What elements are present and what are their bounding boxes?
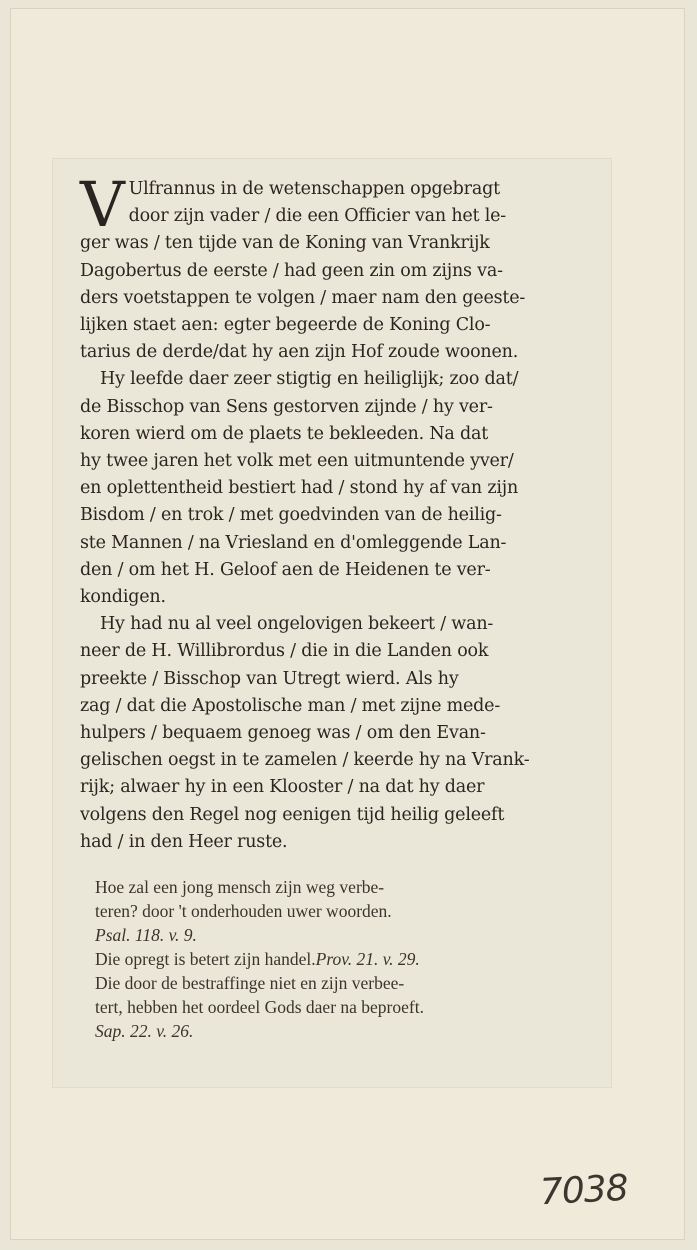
scripture-line: tert, hebben het oordeel Gods daer na beproeft. <box>95 997 424 1017</box>
text-line: Ulfrannus in de wetenschappen opgebragt <box>128 179 500 199</box>
text-line: rijk; alwaer hy in een Klooster / na dat hy daer <box>80 777 485 798</box>
scripture-line: teren? door 't onderhouden uwer woorden. <box>95 901 392 921</box>
text-line: ger was / ten tijde van de Koning van Vrankrijk <box>80 233 490 254</box>
text-line: koren wierd om de plaets te bekleeden. Na dat <box>80 423 489 444</box>
paragraph-1 <box>80 168 590 366</box>
scripture-line: Die door de bestraffinge niet en zijn verbee- <box>95 973 405 993</box>
scripture-quotes <box>95 875 575 1043</box>
paragraph-2 <box>80 366 590 611</box>
text-line: de Bisschop van Sens gestorven zijnde / hy ver- <box>80 396 493 417</box>
scripture-text: Die opregt is betert zijn handel. <box>95 949 316 969</box>
scripture-line <box>95 947 575 971</box>
text-line: lijken staet aen: egter begeerde de Koning Clo- <box>80 315 491 336</box>
text-line: Dagobertus de eerste / had geen zin om zijns va- <box>80 260 503 281</box>
text-line: door zijn vader / die een Officier van het le- <box>128 206 507 227</box>
scripture-ref-text: Psal. 118. v. 9. <box>95 925 197 945</box>
text-line: Bisdom / en trok / met goedvinden van de heilig- <box>80 505 502 526</box>
text-line: hy twee jaren het volk met een uitmuntende yver/ <box>80 451 514 472</box>
handwritten-inventory-number: 7038 <box>538 1167 629 1214</box>
text-line: tarius de derde/dat hy aen zijn Hof zoude woonen. <box>80 342 519 363</box>
text-line: hulpers / bequaem genoeg was / om den Evan- <box>80 723 486 744</box>
text-line: den / om het H. Geloof aen de Heidenen te ver- <box>80 559 491 580</box>
text-line: zag / dat die Apostolische man / met zijne mede- <box>80 695 501 716</box>
text-line: kondigen. <box>80 587 166 608</box>
scripture-ref-text: Prov. 21. v. 29. <box>315 949 420 969</box>
text-line: gelischen oegst in te zamelen / keerde hy na Vrank- <box>80 750 530 771</box>
text-line: had / in den Heer ruste. <box>80 831 288 852</box>
main-text <box>80 168 590 856</box>
dropcap: V <box>80 168 125 241</box>
scripture-line: Hoe zal een jong mensch zijn weg verbe- <box>95 877 385 897</box>
text-line: Hy leefde daer zeer stigtig en heiliglijk; zoo dat/ <box>100 369 519 390</box>
scripture-reference <box>95 1019 575 1043</box>
text-line: volgens den Regel nog eenigen tijd heilig geleeft <box>80 804 505 825</box>
text-line: en oplettentheid bestiert had / stond hy af van zijn <box>80 478 519 499</box>
text-line: ders voetstappen te volgen / maer nam den geeste- <box>80 287 526 308</box>
text-line: preekte / Bisschop van Utregt wierd. Als hy <box>80 668 459 689</box>
paragraph-3 <box>80 611 590 856</box>
text-line: neer de H. Willibrordus / die in die Landen ook <box>80 641 489 662</box>
text-line: ste Mannen / na Vriesland en d'omleggende Lan- <box>80 532 507 553</box>
text-line: Hy had nu al veel ongelovigen bekeert / wan- <box>100 614 494 635</box>
scripture-ref-text: Sap. 22. v. 26. <box>95 1021 194 1041</box>
scripture-reference <box>95 923 575 947</box>
